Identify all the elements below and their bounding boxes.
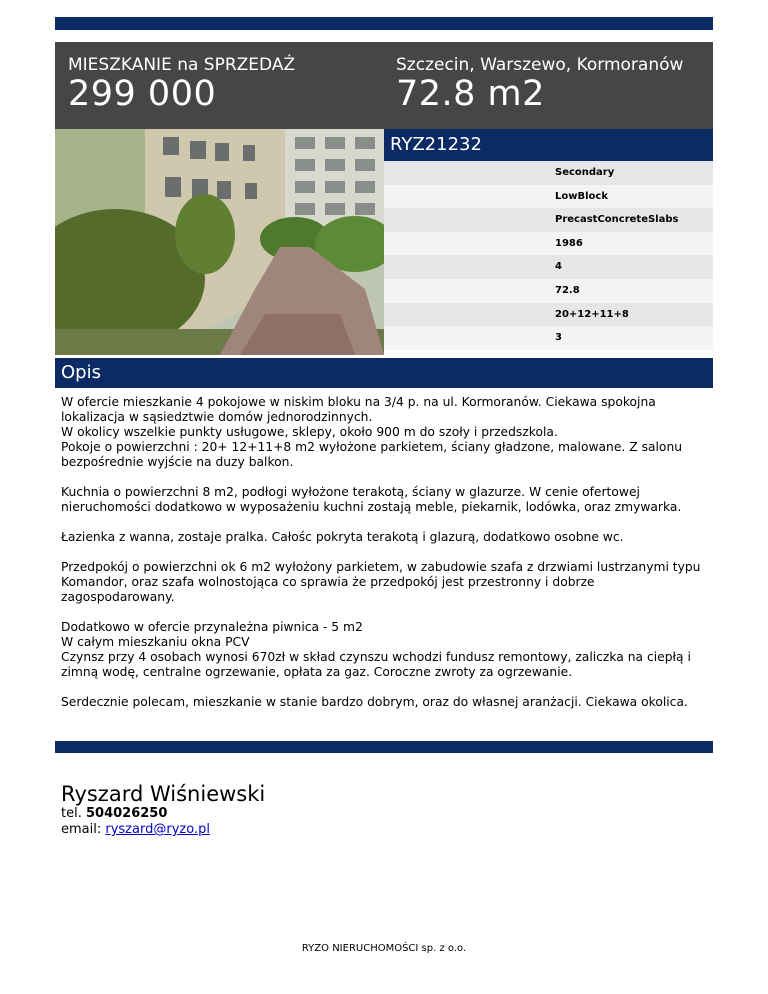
company-footer: RYZO NIERUCHOMOŚCI sp. z o.o. bbox=[301, 943, 467, 954]
reference-number: RYZ21232 bbox=[390, 134, 482, 155]
description-paragraph: W ofercie mieszkanie 4 pokojowe w niskim bloku na 3/4 p. na ul. Kormoranów. Ciekawa spokojna lokalizacja w sąsiedztwie domów jednorodzinnych. W okolicy wszelkie punkty usługowe, sklepy, około 900 m do szoły i przedszkola. Pokoje o powierzchni : 20+ 12+11+8 m2 wyłożone parkietem, ściany gładzone, malowane. Z salonu bezpośrednie wyjście na duzy balkon. bbox=[61, 395, 683, 469]
description-heading: Opis bbox=[61, 362, 101, 383]
reference-bar bbox=[384, 129, 713, 161]
listing-location: Szczecin, Warszewo, Kormoranów bbox=[396, 55, 684, 75]
param-row bbox=[384, 279, 713, 303]
param-row bbox=[384, 303, 713, 327]
agent-email-line bbox=[61, 822, 265, 838]
parameters-table bbox=[384, 161, 713, 350]
param-row bbox=[384, 255, 713, 279]
param-value: 1986 bbox=[555, 237, 583, 249]
param-row bbox=[384, 326, 713, 350]
phone-number: 504026250 bbox=[85, 806, 168, 821]
param-value: 20+12+11+8 bbox=[555, 308, 629, 320]
description-paragraph: Serdecznie polecam, mieszkanie w stanie bardzo dobrym, oraz do własnej aranżacji. Ciekawa okolica. bbox=[61, 695, 688, 709]
agent-name: Ryszard Wiśniewski bbox=[61, 782, 266, 806]
param-value: LowBlock bbox=[555, 190, 608, 202]
param-row bbox=[384, 208, 713, 232]
property-photo bbox=[55, 129, 384, 355]
description-text bbox=[61, 395, 701, 725]
param-value: 72.8 bbox=[555, 284, 580, 296]
bottom-accent-bar bbox=[55, 741, 713, 753]
param-row bbox=[384, 185, 713, 209]
description-paragraph: Dodatkowo w ofercie przynależna piwnica - 5 m2 W całym mieszkaniu okna PCV Czynsz przy 4 osobach wynosi 670zł w skład czynszu wchodzi fundusz remontowy, zaliczka na ciepłą i zimną wodę, centralne ogrzewanie, opłata za gaz. Coroczne zwroty za ogrzewanie. bbox=[61, 620, 691, 679]
param-value: Secondary bbox=[555, 167, 615, 178]
param-row bbox=[384, 161, 713, 185]
listing-area: 72.8 m2 bbox=[396, 74, 545, 114]
listing-price: 299 000 bbox=[68, 74, 217, 114]
listing-type: MIESZKANIE na SPRZEDAŻ bbox=[68, 55, 296, 75]
listing-header bbox=[55, 42, 713, 129]
agent-contact bbox=[61, 782, 265, 838]
top-accent-bar bbox=[55, 17, 713, 30]
email-link[interactable]: ryszard@ryzo.pl bbox=[105, 822, 210, 837]
description-paragraph: Przedpokój o powierzchni ok 6 m2 wyłożony parkietem, w zabudowie szafa z drzwiami lustrzanymi typu Komandor, oraz szafa wolnostojąca co sprawia że przedpokój jest przestronny i dobrze zagospodarowany. bbox=[61, 560, 701, 604]
description-paragraph: Łazienka z wanna, zostaje pralka. Całośc pokryta terakotą i glazurą, dodatkowo osobne wc. bbox=[61, 530, 624, 544]
description-heading-bar bbox=[55, 358, 713, 388]
param-value: 3 bbox=[555, 332, 562, 344]
param-value: PrecastConcreteSlabs bbox=[555, 214, 679, 226]
description-paragraph: Kuchnia o powierzchni 8 m2, podłogi wyłożone terakotą, ściany w glazurze. W cenie ofertowej nieruchomości dodatkowo w wyposażeniu kuchni zostają meble, piekarnik, lodówka, oraz zmywarka. bbox=[61, 485, 682, 514]
email-label: email: bbox=[61, 822, 102, 837]
agent-phone-line bbox=[61, 806, 265, 822]
param-row bbox=[384, 232, 713, 256]
phone-label: tel. bbox=[61, 806, 82, 821]
param-value: 4 bbox=[555, 261, 562, 273]
